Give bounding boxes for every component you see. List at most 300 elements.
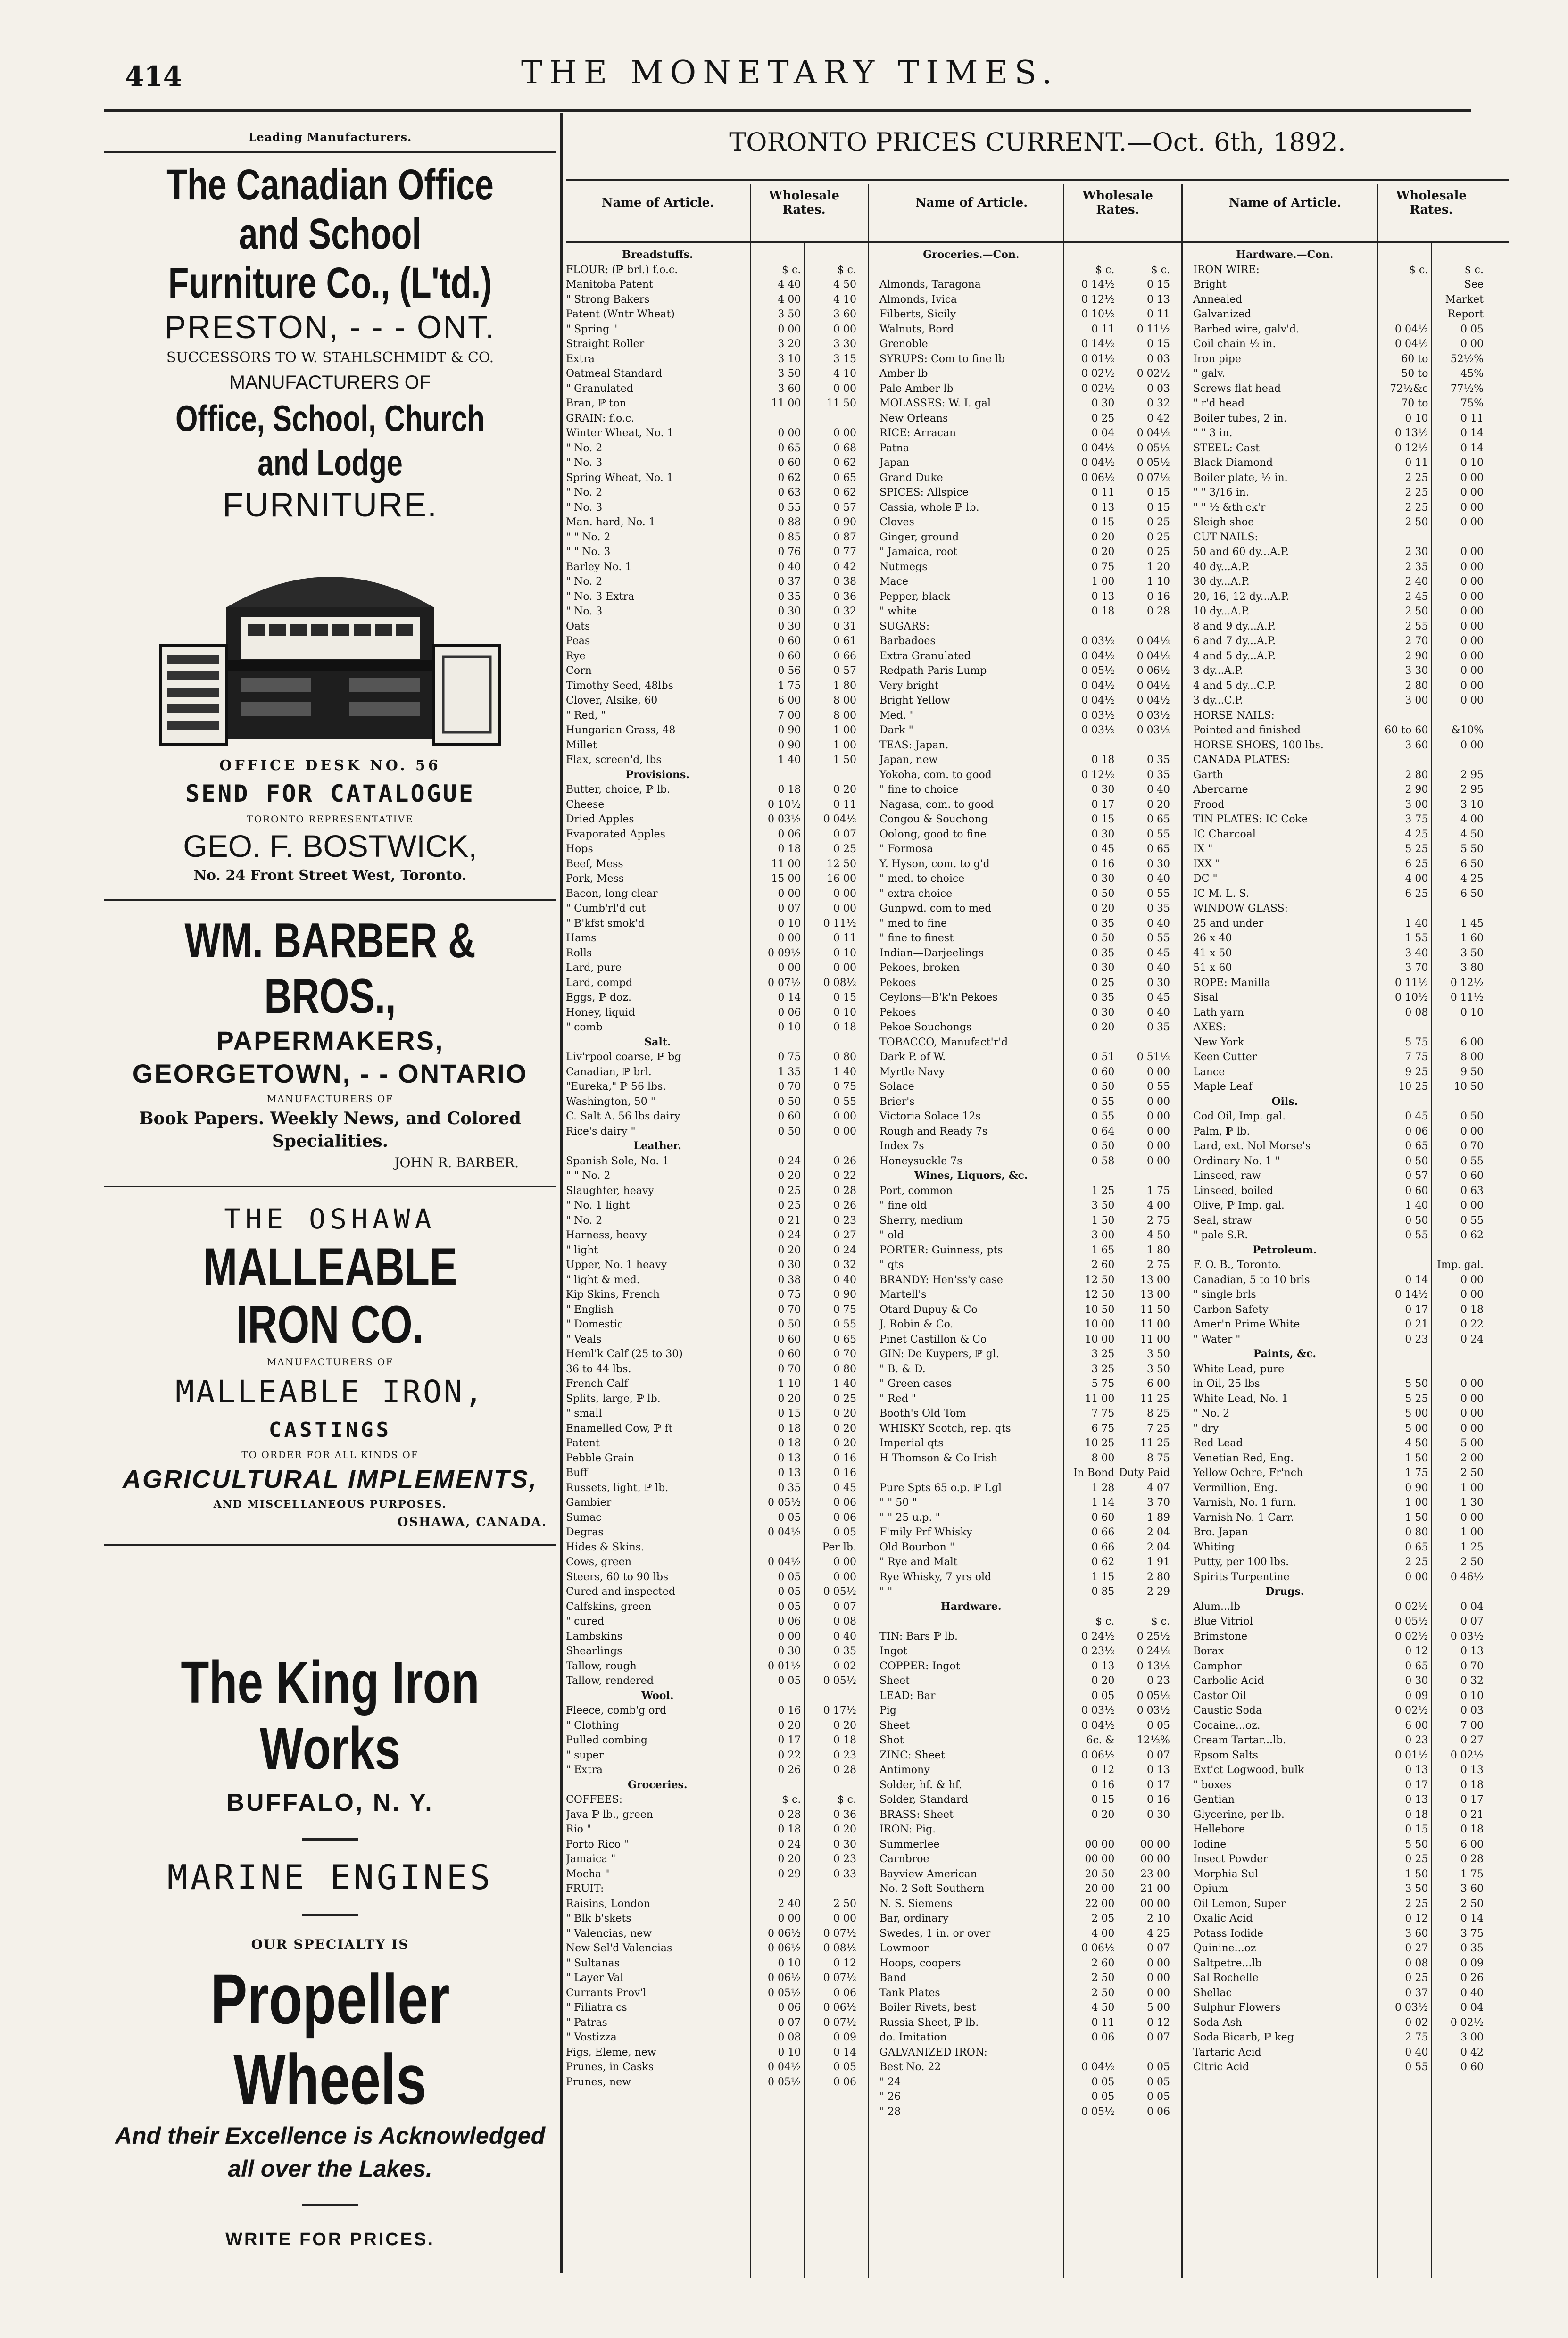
article-name: FRUIT: (566, 1883, 604, 1895)
article-name: Canadian, ℙ brl. (566, 1066, 652, 1078)
rate-high: 0 00 (1460, 1274, 1484, 1286)
rate-high: 00 00 (1140, 1853, 1170, 1865)
price-row (1193, 1525, 1485, 1540)
rate-low: 0 10½ (1081, 308, 1115, 320)
article-name: Ginger, ground (879, 531, 959, 543)
rate-high: 4 25 (1147, 1927, 1170, 1940)
rate-high: 0 55 (1147, 828, 1170, 840)
rate-high: 0 10 (1460, 457, 1484, 469)
price-row (566, 1376, 858, 1392)
rate-high: See (1464, 279, 1484, 290)
article-name: Cream Tartar...lb. (1193, 1734, 1286, 1746)
article-name: Varnish, No. 1 furn. (1193, 1497, 1297, 1509)
article-name: " Cumb'rl'd cut (566, 903, 646, 914)
rate-low: 6c. & (1086, 1734, 1115, 1746)
price-row (566, 515, 858, 530)
price-row (566, 1525, 858, 1540)
rate-low: 1 50 (1405, 1452, 1428, 1464)
price-row (1193, 1050, 1485, 1065)
article-name: Red Lead (1193, 1437, 1243, 1449)
article-name: " No. 3 (566, 605, 603, 617)
price-row (566, 782, 858, 797)
article-name: Ingot (879, 1645, 908, 1657)
rate-low: 0 60 (778, 457, 801, 469)
rate-low: 0 11 (1405, 457, 1428, 469)
article-name: Pekoe Souchongs (879, 1021, 972, 1033)
article-name: Frood (1193, 798, 1225, 811)
rate-low: 0 06½ (768, 1942, 801, 1954)
rate-low: 0 12½ (1395, 442, 1428, 454)
article-name: " Red " (879, 1393, 916, 1405)
barber-signature: JOHN R. BARBER. (394, 1155, 519, 1170)
rate-low: 1 14 (1091, 1497, 1115, 1509)
rate-low: 1 75 (1405, 1467, 1428, 1479)
article-name: Porto Rico " (566, 1838, 629, 1850)
price-row (1193, 1510, 1485, 1526)
header-rule (104, 109, 1471, 112)
king-tagline-2: all over the Lakes. (228, 2156, 432, 2182)
price-row (566, 1540, 858, 1555)
article-name: Washington, 50 " (566, 1095, 655, 1108)
article-name: Varnish No. 1 Carr. (1193, 1511, 1294, 1524)
rate-low: 0 11 (1091, 2016, 1115, 2029)
rate-low: 0 01½ (1081, 353, 1115, 365)
price-row (566, 1584, 858, 1600)
rate-low: 0 02½ (1395, 1705, 1428, 1716)
article-name: " " ½ &th'ck'r (1193, 501, 1266, 514)
article-name: Flax, screen'd, lbs (566, 754, 662, 766)
price-row (879, 1644, 1172, 1659)
rate-high: 0 03½ (1137, 724, 1170, 736)
article-name: Very bright (879, 680, 939, 692)
rate-high: 0 05½ (823, 1586, 856, 1598)
article-name: Blue Vitriol (1193, 1616, 1253, 1627)
rate-high (1432, 1362, 1485, 1377)
article-name: TEAS: Japan. (879, 739, 949, 751)
price-row (1193, 1644, 1485, 1659)
rate-high: 0 65 (1147, 843, 1170, 855)
rate-low: 0 30 (1405, 1675, 1428, 1687)
price-row (879, 2030, 1172, 2045)
article-name: N. S. Siemens (879, 1898, 953, 1910)
article-name: White Lead, No. 1 (1193, 1393, 1288, 1405)
price-row (879, 500, 1172, 515)
price-row (879, 827, 1172, 842)
price-row (879, 1213, 1172, 1228)
article-name: Rolls (566, 947, 592, 959)
rate-low (1377, 1584, 1432, 1600)
rate-low: 50 to (1401, 368, 1428, 380)
rate-low: 0 12 (1091, 1764, 1115, 1776)
article-name: HORSE SHOES, 100 lbs. (1193, 739, 1324, 751)
price-row (1193, 396, 1485, 411)
rate-low: 0 04½ (1081, 680, 1115, 692)
price-row (566, 901, 858, 916)
article-name: Solder, Standard (879, 1794, 968, 1806)
rate-high: 0 05 (1147, 2076, 1170, 2088)
rate-high: 0 12 (833, 1957, 856, 1969)
article-name: Hoops, coopers (879, 1957, 961, 1969)
price-row (566, 381, 858, 397)
rate-high: 21 00 (1140, 1883, 1170, 1895)
rate-low: 2 90 (1405, 650, 1428, 662)
rate-high (805, 248, 858, 263)
article-name: Indian—Darjeelings (879, 947, 984, 959)
rate-low: 0 40 (778, 561, 801, 573)
rate-high: 0 03½ (1137, 709, 1170, 721)
article-name: 6 and 7 dy...A.P. (1193, 635, 1276, 647)
rate-low: 0 24 (778, 1838, 801, 1850)
rate-low (1063, 1169, 1119, 1184)
price-row (879, 1792, 1172, 1807)
rate-high: 0 46½ (1450, 1571, 1484, 1583)
rate-high: 4 50 (1147, 1229, 1170, 1241)
rate-high (1118, 738, 1172, 753)
rate-low: 6 25 (1405, 887, 1428, 900)
rate-low: 0 13 (1091, 501, 1115, 514)
price-row (566, 292, 858, 307)
article-name: LEAD: Bar (879, 1690, 936, 1702)
rate-low: 2 50 (1405, 516, 1428, 528)
rate-high: 0 00 (833, 887, 856, 900)
article-name: No. 2 Soft Southern (879, 1883, 985, 1895)
price-row (879, 768, 1172, 783)
rate-high: 4 50 (833, 279, 856, 290)
price-row (1193, 471, 1485, 486)
price-row (879, 589, 1172, 605)
article-name: " " No. 3 (566, 546, 611, 558)
price-row (566, 663, 858, 679)
price-row (879, 1065, 1172, 1080)
article-name: " English (566, 1303, 614, 1316)
rate-high: 0 07 (833, 828, 856, 840)
rate-low: 0 23 (1405, 1333, 1428, 1345)
desk-caption: OFFICE DESK NO. 56 (219, 757, 441, 774)
rate-low (1377, 708, 1432, 723)
price-row (566, 411, 858, 426)
rate-high (1432, 1020, 1485, 1035)
prices-title-rule (566, 179, 1509, 181)
article-name: PORTER: Guinness, pts (879, 1244, 1003, 1256)
price-row (1193, 1184, 1485, 1199)
rate-high: 0 00 (1460, 1422, 1484, 1434)
article-name: Tartaric Acid (1193, 2046, 1261, 2058)
article-name: " extra choice (879, 887, 953, 900)
rate-high: 0 62 (833, 487, 856, 498)
article-name: Extra (566, 353, 595, 365)
rate-high: 2 04 (1147, 1526, 1170, 1538)
article-name: C. Salt A. 56 lbs dairy (566, 1111, 680, 1122)
rate-high: 45% (1460, 368, 1484, 380)
rate-high: 0 00 (1460, 695, 1484, 706)
price-row (566, 931, 858, 946)
barber-city: GEORGETOWN, - - ONTARIO (132, 1059, 528, 1088)
price-row (1193, 1614, 1485, 1629)
rate-low: 0 05 (1091, 2076, 1115, 2088)
price-row (566, 1822, 858, 1837)
ad-separator (104, 1186, 556, 1187)
article-name: " white (879, 605, 917, 617)
price-row (566, 1436, 858, 1451)
rate-low: 0 15 (778, 1408, 801, 1419)
article-name (879, 1614, 1063, 1629)
article-name: Hardware. (941, 1600, 1002, 1613)
rate-low: 0 07 (778, 903, 801, 914)
rate-high: 0 17 (1460, 1794, 1484, 1806)
article-name: Peas (566, 635, 590, 647)
section-heading (566, 768, 858, 783)
article-name: Gambier (566, 1497, 612, 1509)
rate-low: 2 75 (1405, 2031, 1428, 2043)
rate-high: 0 62 (833, 457, 856, 469)
price-row (879, 946, 1172, 961)
article-name: CANADA PLATES: (1193, 754, 1290, 766)
rate-high: 0 22 (833, 1170, 856, 1182)
article-name: Grenoble (879, 338, 928, 350)
article-name: Tank Plates (879, 1987, 940, 1999)
rate-low: 0 06 (1091, 2031, 1115, 2043)
section-heading (1193, 248, 1485, 263)
price-row (879, 1570, 1172, 1585)
price-row (1193, 589, 1485, 605)
article-name: Pure Spts 65 o.p. ℙ I.gl (879, 1482, 1002, 1494)
article-name: do. Imitation (879, 2031, 947, 2043)
rate-low: 0 37 (1405, 1987, 1428, 1999)
rate-low: 1 75 (778, 680, 801, 692)
rate-low: 0 04½ (768, 2061, 801, 2073)
rate-high: 0 00 (1460, 665, 1484, 677)
rate-low (1063, 248, 1119, 263)
section-heading (566, 1778, 858, 1793)
article-name: Sal Rochelle (1193, 1972, 1259, 1984)
rate-high: 0 11 (833, 798, 856, 811)
price-row (879, 1971, 1172, 1986)
price-row (879, 1897, 1172, 1912)
rate-low: 0 17 (1091, 798, 1115, 811)
rate-low: 0 51 (1091, 1051, 1115, 1063)
article-name: Boiler Rivets, best (879, 2002, 976, 2014)
rate-high: 0 23 (833, 1853, 856, 1865)
rate-high: 0 40 (1460, 1987, 1484, 1999)
rate-low: 3 30 (1405, 665, 1428, 677)
article-name: Cured and inspected (566, 1586, 675, 1598)
rate-high: 0 16 (1147, 1794, 1170, 1806)
rate-low: 0 05½ (1081, 665, 1115, 677)
rate-high: 0 40 (833, 1630, 856, 1642)
price-row (879, 1302, 1172, 1318)
article-name: 4 and 5 dy...C.P. (1193, 680, 1276, 692)
rate-low: 0 06½ (1081, 472, 1115, 484)
rate-low: 2 30 (1405, 546, 1428, 558)
rate-low (1377, 1347, 1432, 1362)
price-row (879, 1154, 1172, 1169)
rate-low (1377, 1020, 1432, 1035)
price-row (1193, 1332, 1485, 1347)
price-row (566, 426, 858, 441)
rate-low: 0 65 (1405, 1140, 1428, 1152)
article-name: Oils. (1271, 1095, 1298, 1108)
rate-low: 2 80 (1405, 680, 1428, 692)
price-row (566, 545, 858, 560)
price-row (879, 1822, 1172, 1837)
article-name: Currants Prov'l (566, 1987, 647, 1999)
rate-high: 0 87 (833, 531, 856, 543)
rate-high: 0 00 (833, 1913, 856, 1924)
price-row (879, 1317, 1172, 1332)
rate-high: 0 04 (1460, 1600, 1484, 1613)
rate-low: 0 28 (778, 1808, 801, 1821)
price-row (1193, 946, 1485, 961)
article-name: COFFEES: (566, 1794, 623, 1806)
price-row (879, 604, 1172, 619)
king-propeller-wheels: Propeller Wheels (210, 1959, 450, 2119)
article-name: Soda Ash (1193, 2016, 1242, 2029)
article-name: Amer'n Prime White (1193, 1318, 1300, 1330)
article-name: WINDOW GLASS: (1193, 903, 1288, 914)
price-row (879, 693, 1172, 708)
article-name: Provisions. (625, 768, 690, 781)
article-name: Butter, choice, ℙ lb. (566, 784, 670, 796)
article-name: Black Diamond (1193, 457, 1273, 469)
rate-low: 0 35 (1091, 992, 1115, 1003)
price-row (1193, 1689, 1485, 1704)
article-name: French Calf (566, 1378, 628, 1390)
price-row (1193, 1911, 1485, 1926)
rate-high: 0 16 (833, 1452, 856, 1464)
article-name: " Water " (1193, 1333, 1241, 1345)
price-row (566, 753, 858, 768)
rate-low: 0 50 (1405, 1155, 1428, 1167)
rate-low: 0 02 (1405, 2016, 1428, 2029)
article-name: Harness, heavy (566, 1229, 647, 1241)
rate-low: 0 60 (1091, 1511, 1115, 1524)
rate-high: 0 00 (1460, 1378, 1484, 1390)
price-row (1193, 990, 1485, 1005)
rate-high: 0 70 (1460, 1660, 1484, 1672)
rate-high: 0 05 (833, 1526, 856, 1538)
rate-low: 0 50 (778, 1095, 801, 1108)
rate-low: 0 50 (1091, 887, 1115, 900)
price-row (879, 1911, 1172, 1926)
price-row (879, 1094, 1172, 1110)
rate-low: 0 55 (1405, 2061, 1428, 2073)
section-heading (1193, 1584, 1485, 1600)
article-name: Grand Duke (879, 472, 943, 484)
rate-high: 0 36 (833, 590, 856, 603)
price-row (1193, 1674, 1485, 1689)
price-row (1193, 411, 1485, 426)
rate-high (1432, 530, 1485, 545)
price-row (879, 1332, 1172, 1347)
page-header (0, 0, 1568, 108)
rate-high: 0 00 (833, 1556, 856, 1568)
rate-high: 0 00 (1460, 1393, 1484, 1405)
rate-high: 0 20 (833, 784, 856, 796)
article-name: Spring Wheat, No. 1 (566, 472, 673, 484)
article-name: " " 50 " (879, 1497, 917, 1509)
rate-high: 2 50 (833, 1898, 856, 1910)
rate-low: 0 03½ (1081, 1705, 1115, 1716)
rate-low: 0 27 (1405, 1942, 1428, 1954)
article-name: TIN: Bars ℙ lb. (879, 1630, 958, 1642)
rate-low: 0 05 (778, 1600, 801, 1613)
article-name: " super (566, 1749, 604, 1761)
rate-high: 0 07 (833, 1600, 856, 1613)
price-row (1193, 812, 1485, 827)
rate-high: 0 11½ (1137, 323, 1170, 335)
article-name: IX " (1193, 843, 1213, 855)
rate-high: 2 50 (1460, 1467, 1484, 1479)
article-name: " Sultanas (566, 1957, 620, 1969)
article-name: Epsom Salts (1193, 1749, 1258, 1761)
rate-low: 6 00 (778, 695, 801, 706)
article-name: Palm, ℙ lb. (1193, 1125, 1250, 1137)
article-name: 4 and 5 dy...A.P. (1193, 650, 1276, 662)
article-name: Groceries.—Con. (923, 249, 1020, 261)
rate-low (749, 1778, 805, 1793)
rate-high: 3 50 (1147, 1348, 1170, 1360)
rate-high: $ c. (1151, 1616, 1170, 1627)
article-name: Splits, large, ℙ lb. (566, 1393, 661, 1405)
article-name: IRON WIRE: (1193, 264, 1260, 276)
article-name: Patna (879, 442, 910, 454)
rate-high: 8 00 (1460, 1051, 1484, 1063)
price-row (1193, 1376, 1485, 1392)
rate-low: 0 30 (778, 1645, 801, 1657)
article-name: Solder, hf. & hf. (879, 1779, 962, 1791)
price-row (879, 1733, 1172, 1748)
rate-low: 0 57 (1405, 1170, 1428, 1182)
price-row (566, 916, 858, 931)
rate-low: 3 60 (1405, 1927, 1428, 1940)
rate-low: 3 25 (1091, 1348, 1115, 1360)
price-row (1193, 1287, 1485, 1302)
article-name: Pekoes, broken (879, 962, 960, 974)
rate-low (749, 411, 805, 426)
article-name: Buff (566, 1467, 588, 1479)
price-row (566, 456, 858, 471)
article-name: WHISKY Scotch, rep. qts (879, 1422, 1011, 1434)
price-row (1193, 1659, 1485, 1674)
rate-high: $ c. (837, 1794, 856, 1806)
rate-high: 0 00 (1460, 650, 1484, 662)
rate-low: 0 37 (778, 576, 801, 588)
article-name: Dark P. of W. (879, 1051, 946, 1063)
price-row (566, 2045, 858, 2060)
rate-high: 0 05 (833, 2061, 856, 2073)
price-row (879, 1362, 1172, 1377)
rate-high: 0 42 (1460, 2046, 1484, 2058)
article-name: Steers, 60 to 90 lbs (566, 1571, 669, 1583)
rate-low: 0 56 (778, 665, 801, 677)
price-row (879, 1882, 1172, 1897)
rate-high: 0 03 (1460, 1705, 1484, 1716)
rate-low: 0 75 (1091, 561, 1115, 573)
rate-high: 1 00 (833, 724, 856, 736)
price-row (879, 901, 1172, 916)
rate-high: 2 04 (1147, 1541, 1170, 1553)
price-row (879, 1614, 1172, 1629)
rate-high: 0 42 (833, 561, 856, 573)
rate-high: 0 00 (1147, 1987, 1170, 1999)
price-row (566, 1644, 858, 1659)
price-row (1193, 1406, 1485, 1421)
rate-low: 0 24½ (1081, 1630, 1115, 1642)
section-heading (566, 1139, 858, 1154)
price-row (566, 1154, 858, 1169)
price-row (566, 1629, 858, 1644)
article-name: Timothy Seed, 48lbs (566, 680, 673, 692)
